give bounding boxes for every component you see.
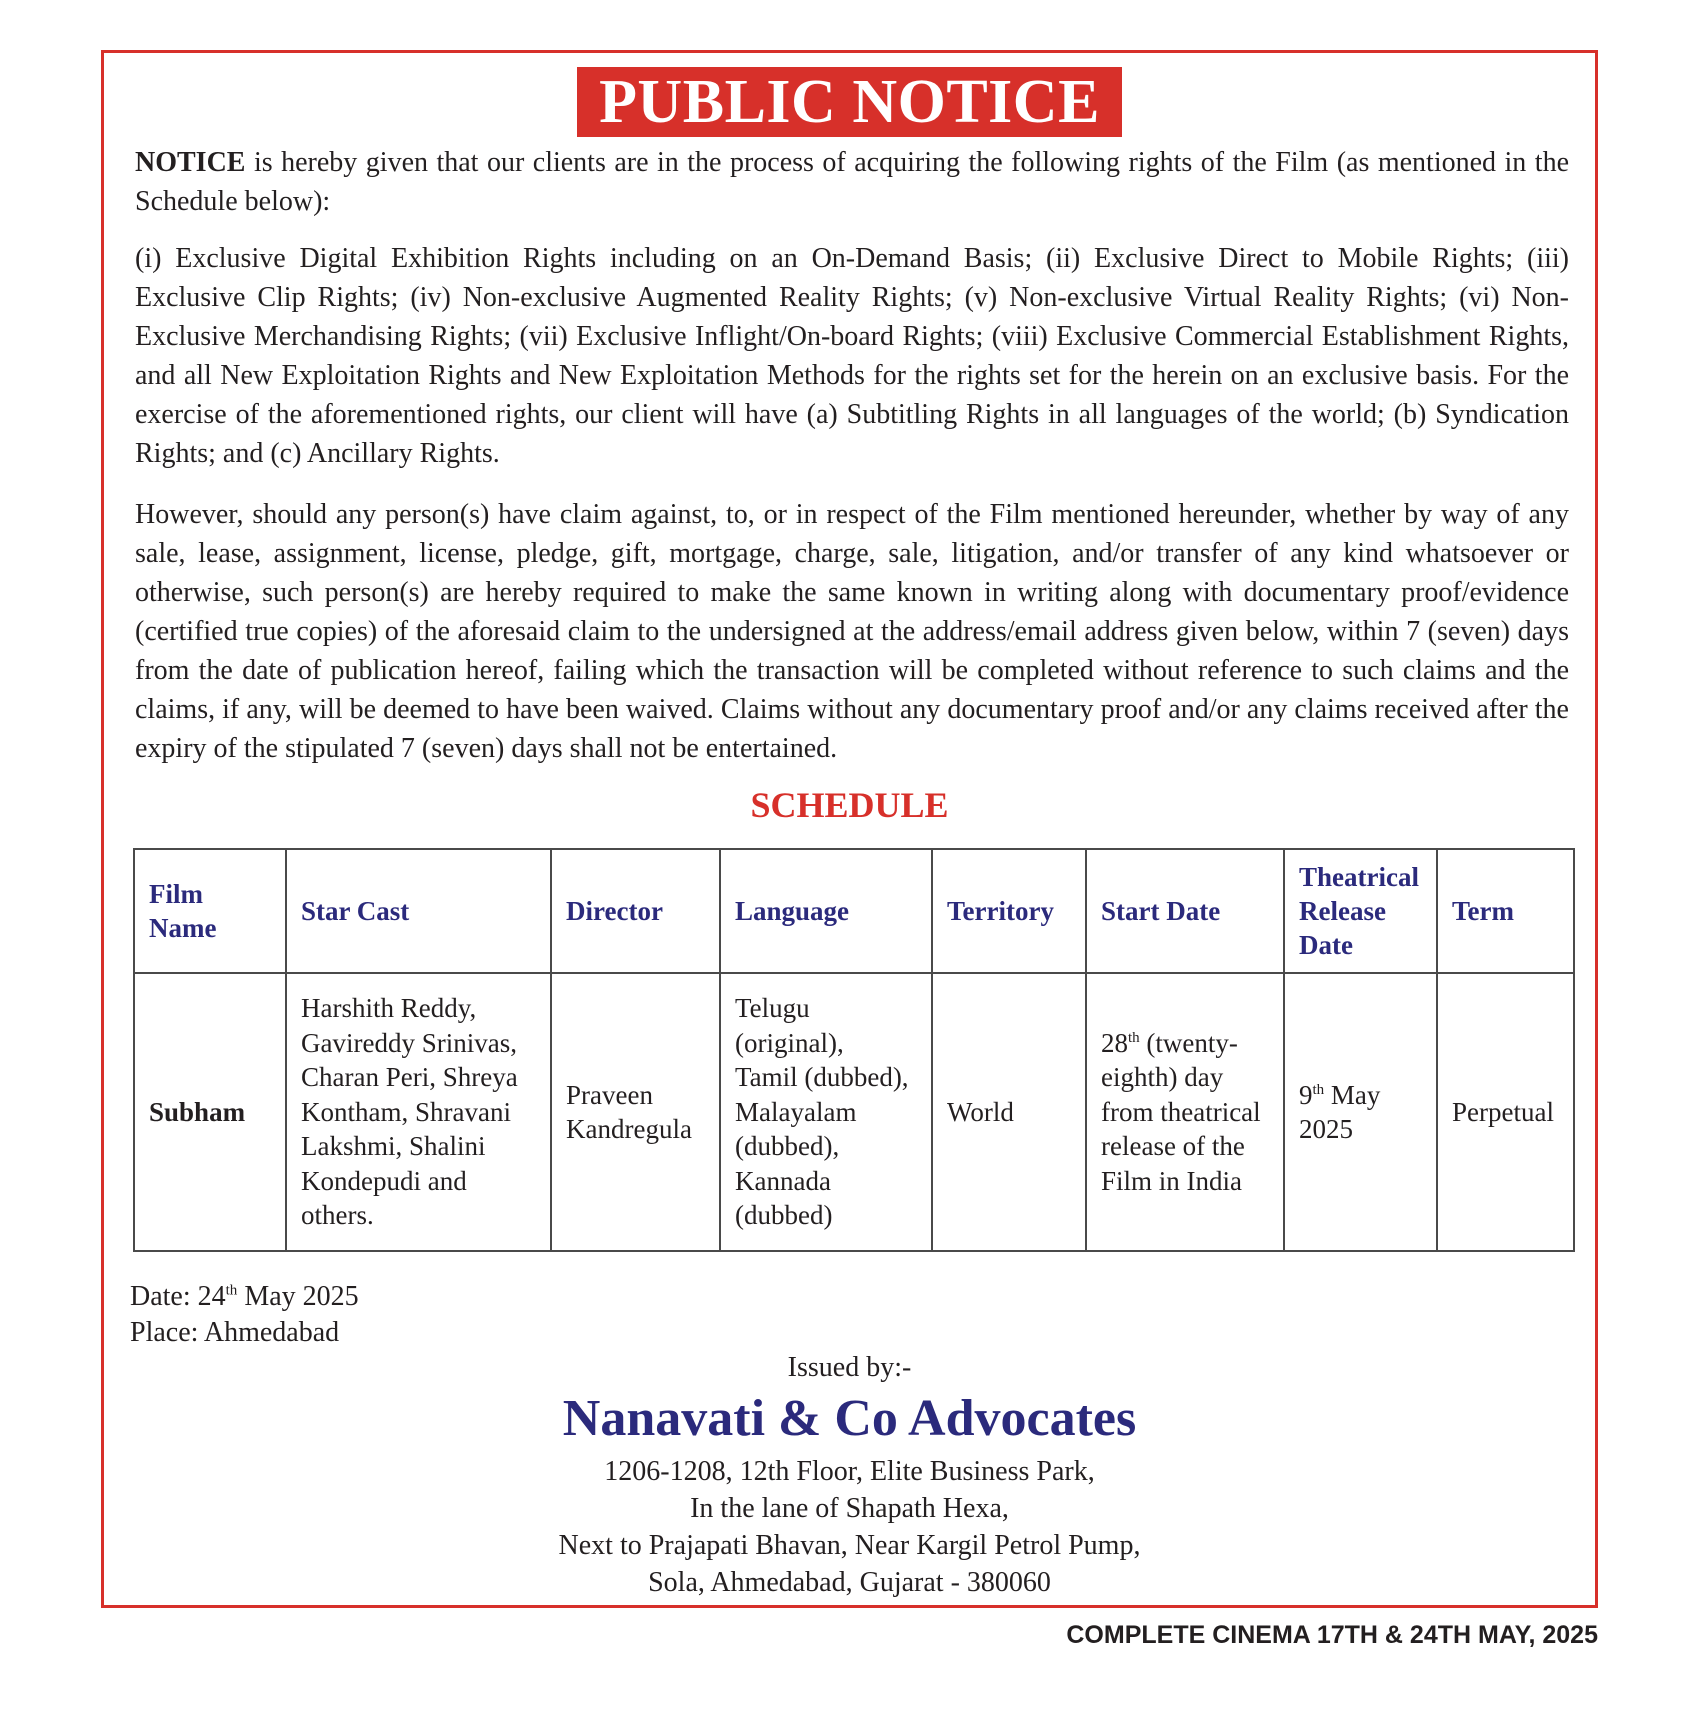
cell-film-name: Subham bbox=[134, 973, 286, 1251]
header-term: Term bbox=[1437, 849, 1574, 973]
cell-release-date: 9th May 2025 bbox=[1284, 973, 1437, 1251]
schedule-header-row bbox=[134, 849, 1574, 973]
header-start-date: Start Date bbox=[1086, 849, 1284, 973]
issued-by-label: Issued by:- bbox=[787, 1352, 912, 1383]
notice-paragraph-1-text: is hereby given that our clients are in the process of acquiring the following rights of the Film (as mentioned in the Schedule below): bbox=[135, 147, 1569, 217]
cell-star-cast: Harshith Reddy, Gavireddy Srinivas, Charan Peri, Shreya Kontham, Shravani Lakshmi, Shalini Kondepudi and others. bbox=[286, 973, 551, 1251]
table-row bbox=[134, 973, 1574, 1251]
address-line-4: Sola, Ahmedabad, Gujarat - 380060 bbox=[648, 1567, 1051, 1598]
address-line-1: 1206-1208, 12th Floor, Elite Business Park, bbox=[604, 1456, 1095, 1487]
firm-name: Nanavati & Co Advocates bbox=[562, 1390, 1137, 1447]
notice-date: Date: 24th May 2025 bbox=[130, 1281, 359, 1312]
notice-place: Place: Ahmedabad bbox=[130, 1317, 340, 1348]
cell-territory: World bbox=[932, 973, 1086, 1251]
header-language: Language bbox=[720, 849, 932, 973]
address-line-3: Next to Prajapati Bhavan, Near Kargil Petrol Pump, bbox=[558, 1530, 1141, 1561]
cell-language: Telugu (original), Tamil (dubbed), Malayalam (dubbed), Kannada (dubbed) bbox=[720, 973, 932, 1251]
notice-paragraph-1 bbox=[135, 143, 1569, 221]
rights-paragraph: (i) Exclusive Digital Exhibition Rights including on an On-Demand Basis; (ii) Exclusive Direct to Mobile Rights; (iii) Exclusive Clip Rights; (iv) Non-exclusive Augmented Reality Rights; (v) Non-exclusive Virtual Reality Rights; (vi) Non-Exclusive Merchandising Rights; (vii) Exclusive Inflight/On-board Rights; (viii) Exclusive Commercial Establishment Rights, and all New Exploitation Rights and New Exploitation Methods for the rights set for the herein on an exclusive basis. For the exercise of the aforementioned rights, our client will have (a) Subtitling Rights in all languages of the world; (b) Syndication Rights; and (c) Ancillary Rights. bbox=[135, 243, 1569, 469]
cell-director: Praveen Kandregula bbox=[551, 973, 720, 1251]
header-film-name: Film Name bbox=[134, 849, 286, 973]
publication-footer: COMPLETE CINEMA 17TH & 24TH MAY, 2025 bbox=[1066, 1621, 1598, 1649]
header-star-cast: Star Cast bbox=[286, 849, 551, 973]
title-wrap bbox=[104, 67, 1595, 137]
claims-paragraph: However, should any person(s) have claim against, to, or in respect of the Film mentioned hereunder, whether by way of any sale, lease, assignment, license, pledge, gift, mortgage, charge, sale, litigation, and/or transfer of any kind whatsoever or otherwise, such person(s) are hereby required to make the same known in writing along with documentary proof/evidence (certified true copies) of the aforesaid claim to the undersigned at the address/email address given below, within 7 (seven) days from the date of publication hereof, failing which the transaction will be completed without reference to such claims and the claims, if any, will be deemed to have been waived. Claims without any documentary proof and/or any claims received after the expiry of the stipulated 7 (seven) days shall not be entertained. bbox=[135, 499, 1569, 764]
cell-term: Perpetual bbox=[1437, 973, 1574, 1251]
header-release-date: Theatrical Release Date bbox=[1284, 849, 1437, 973]
address-line-2: In the lane of Shapath Hexa, bbox=[690, 1493, 1009, 1524]
notice-frame bbox=[101, 50, 1598, 1608]
schedule-table bbox=[133, 848, 1575, 1252]
header-territory: Territory bbox=[932, 849, 1086, 973]
notice-title: PUBLIC NOTICE bbox=[577, 67, 1122, 137]
schedule-title: SCHEDULE bbox=[750, 785, 949, 825]
cell-start-date: 28th (twenty- eighth) day from theatrical release of the Film in India bbox=[1086, 973, 1284, 1251]
notice-lead-word: NOTICE bbox=[135, 147, 246, 178]
header-director: Director bbox=[551, 849, 720, 973]
